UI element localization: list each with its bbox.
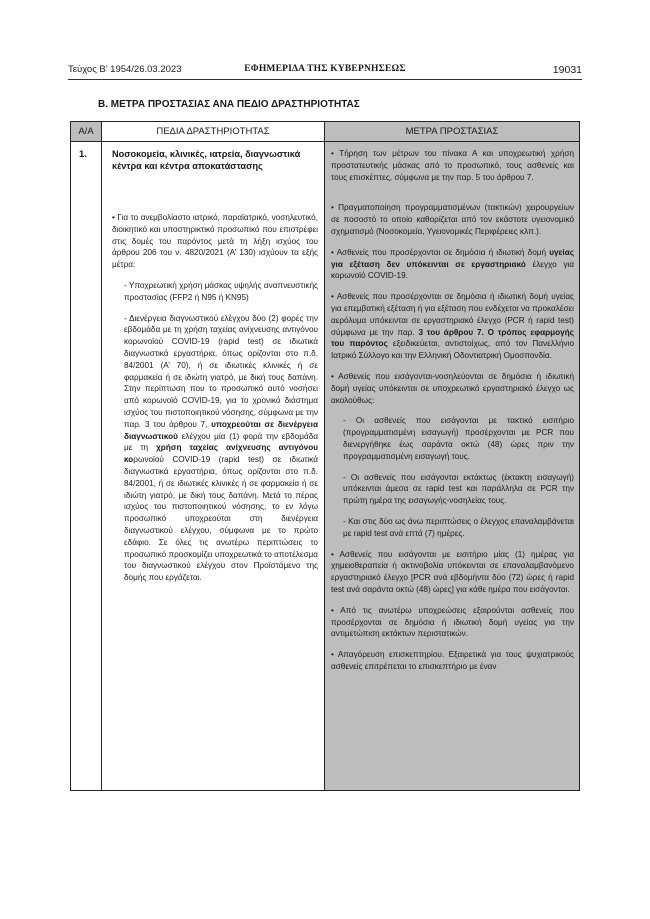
right-p5: • Ασθενείς που εισάγονται-νοσηλεύονται σε δημόσια ή ιδιωτική δομή υγείας υπόκεινται σε υποχρεωτικό εργαστηριακό έλεγχο ως ακολούθως: — [331, 371, 574, 405]
page-number: 19031 — [552, 64, 582, 76]
right-p2: • Πραγματοποίηση προγραμματισμένων (τακτικών) χειρουργείων σε ποσοστό το οποίο καθορίζεται από τον εκάστοτε υγειονομικό σχηματισμό (Νοσοκομεία, Υγειονομικές Περιφέρειες κλπ.). — [331, 203, 574, 236]
table-row — [71, 142, 580, 791]
right-p5b: - Οι ασθενείς που εισάγονται εκτάκτως (έκτακτη εισαγωγή) υπόκεινται άμεσα σε rapid test και παράλληλα σε PCR την πρώτη ημέρα της εισαγωγής-νοσηλείας τους. — [343, 472, 574, 506]
measures-table — [70, 121, 580, 791]
right-p3: • Ασθενείς που προσέρχονται σε δημόσια ή ιδιωτική δομή υγείας για εξέταση δεν υπόκεινται σε εργαστηριακό έλεγχο για κορωνοϊό COVID-19. — [331, 247, 574, 281]
mid-sub-1: - Υποχρεωτική χρήση μάσκας υψηλής αναπνευστικής προστασίας (FFP2 ή N95 ή KN95) — [124, 280, 318, 302]
mid-bullet-1: • Για το ανεμβολίαστο ιατρικό, παραϊατρικό, νοσηλευτικό, διοικητικό και υποστηρικτικό προσωπικό που επιστρέφει στις δομές του παρόντος μετά τη λήξη ισχύος του άρθρου 206 του ν. 4820/2021 (Α’ 130) ισχύουν τα εξής μέτρα: — [112, 213, 318, 270]
header-measures: ΜΕΤΡΑ ΠΡΟΣΤΑΣΙΑΣ — [325, 122, 580, 142]
mid-sub-2: - Διενέργεια διαγνωστικού ελέγχου δύο (2) φορές την εβδομάδα με τη χρήση ταχείας ανίχνευσης αντιγόνου κορωνοϊού COVID-19 (rapid test) σε ιδιωτικά διαγνωστικά εργαστήρια, όπως ορίζονται στο π.δ. 84/2001 (Α’ 70), ή σε ιδιωτικές κλινικές ή σε φαρμακεία ή σε ιδιώτη γιατρό, με δική τους δαπάνη. Στην περίπτωση που το προσωπικό αυτό νοσήσει από κορωνοϊό COVID-19, για το χρονικό διάστημα ισχύος του πιστοποιητικού νόσησης, σύμφωνα με την παρ. 3 του άρθρου 7, υποχρεούται σε διενέργεια διαγνωστικού ελέγχου μία (1) φορά την εβδομάδα με τη χρήση ταχείας ανίχνευσης αντιγόνου κορωνοϊού COVID-19 (rapid test) σε ιδιωτικά διαγνωστικά εργαστήρια, όπως ορίζονται στο π.δ. 84/2001, ή σε ιδιωτικές κλινικές ή σε φαρμακεία ή σε ιδιώτη γιατρό, με δική τους δαπάνη. Μετά το πέρας ισχύος του πιστοποιητικού νόσησης, το εν λόγω προσωπικό υποχρεούται στη διενέργεια διαγνωστικού ελέγχου, σύμφωνα με το πρώτο εδάφιο. Σε όλες τις ανωτέρω περιπτώσεις το προσωπικό προσκομίζει υποχρεωτικά το αποτέλεσμα του διαγνωστικού ελέγχου στον Προϊστάμενο της δομής που εργάζεται. — [124, 313, 318, 583]
field-cell — [102, 142, 325, 791]
header-fields: ΠΕΔΙΑ ΔΡΑΣΤΗΡΙΟΤΗΤΑΣ — [102, 122, 325, 142]
row-number: 1. — [71, 142, 102, 791]
page-header — [68, 64, 582, 78]
table-header-row — [71, 122, 580, 142]
right-p5a: - Οι ασθενείς που εισάγονται με τακτικό εισιτήριο (προγραμματισμένη εισαγωγή) προσέρχονται με PCR που διενεργήθηκε έως σαράντα οκτώ (48) ώρες πριν την προγραμματισμένη εισαγωγή τους. — [343, 416, 574, 461]
right-p8: • Απαγόρευση επισκεπτηρίου. Εξαιρετικά για τους ψυχιατρικούς ασθενείς επιτρέπεται το επισκεπτήριο με έναν — [331, 650, 574, 671]
section-title: Β. ΜΕΤΡΑ ΠΡΟΣΤΑΣΙΑΣ ΑΝΑ ΠΕΔΙΟ ΔΡΑΣΤΗΡΙΟΤΗΤΑΣ — [98, 99, 360, 110]
right-p6: • Ασθενείς που εισάγονται με εισιτήριο μίας (1) ημέρας για χημειοθεραπεία ή ακτινοβολία υπόκεινται σε επαναλαμβανόμενο εργαστηριακό έλεγχο [PCR ανά εβδομήντα δύο (72) ώρες ή rapid test ανά σαράντα οκτώ (48) ώρες] για κάθε ημέρα που εισάγονται. — [331, 549, 574, 594]
gazette-title: ΕΦΗΜΕΡΙΔΑ ΤΗΣ ΚΥΒΕΡΝΗΣΕΩΣ — [244, 64, 406, 74]
right-p1: • Τήρηση των μέτρων του πίνακα Α και υποχρεωτική χρήση προστατευτικής μάσκας από το προσωπικό, τους ασθενείς και τους επισκέπτες, σύμφωνα με την παρ. 5 του άρθρου 7. — [331, 149, 574, 182]
right-p4: • Ασθενείς που προσέρχονται σε δημόσια ή ιδιωτική δομή υγείας για επεμβατική εξέταση ή για εξέταση που ενδέχεται να προκαλέσει αερόλυμα υπόκεινται σε εργαστηριακό έλεγχο (PCR ή rapid test) σύμφωνα με την παρ. 3 του άρθρου 7. Ο τρόπος εφαρμογής του παρόντος εξειδικεύεται, αντιστοίχως, από τον Πανελλήνιο Ιατρικό Σύλλογο και την Ελληνική Οδοντιατρική Ομοσπονδία. — [331, 292, 574, 361]
right-p5c: - Και στις δύο ως άνω περιπτώσεις ο έλεγχος επαναλαμβάνεται με rapid test ανά επτά (7) ημέρες. — [343, 516, 574, 538]
field-title: Νοσοκομεία, κλινικές, ιατρεία, διαγνωστικά κέντρα και κέντρα αποκατάστασης — [112, 149, 301, 171]
issue-label: Τεύχος B’ 1954/26.03.2023 — [68, 64, 182, 75]
header-aa: Α/Α — [71, 122, 102, 142]
measures-cell — [325, 142, 580, 791]
header-rule — [68, 79, 582, 80]
right-p7: • Από τις ανωτέρω υποχρεώσεις εξαιρούνται ασθενείς που προσέρχονται σε δημόσια ή ιδιωτική δομή υγείας για την αντιμετώπιση εκτάκτων περιστατικών. — [331, 605, 574, 639]
